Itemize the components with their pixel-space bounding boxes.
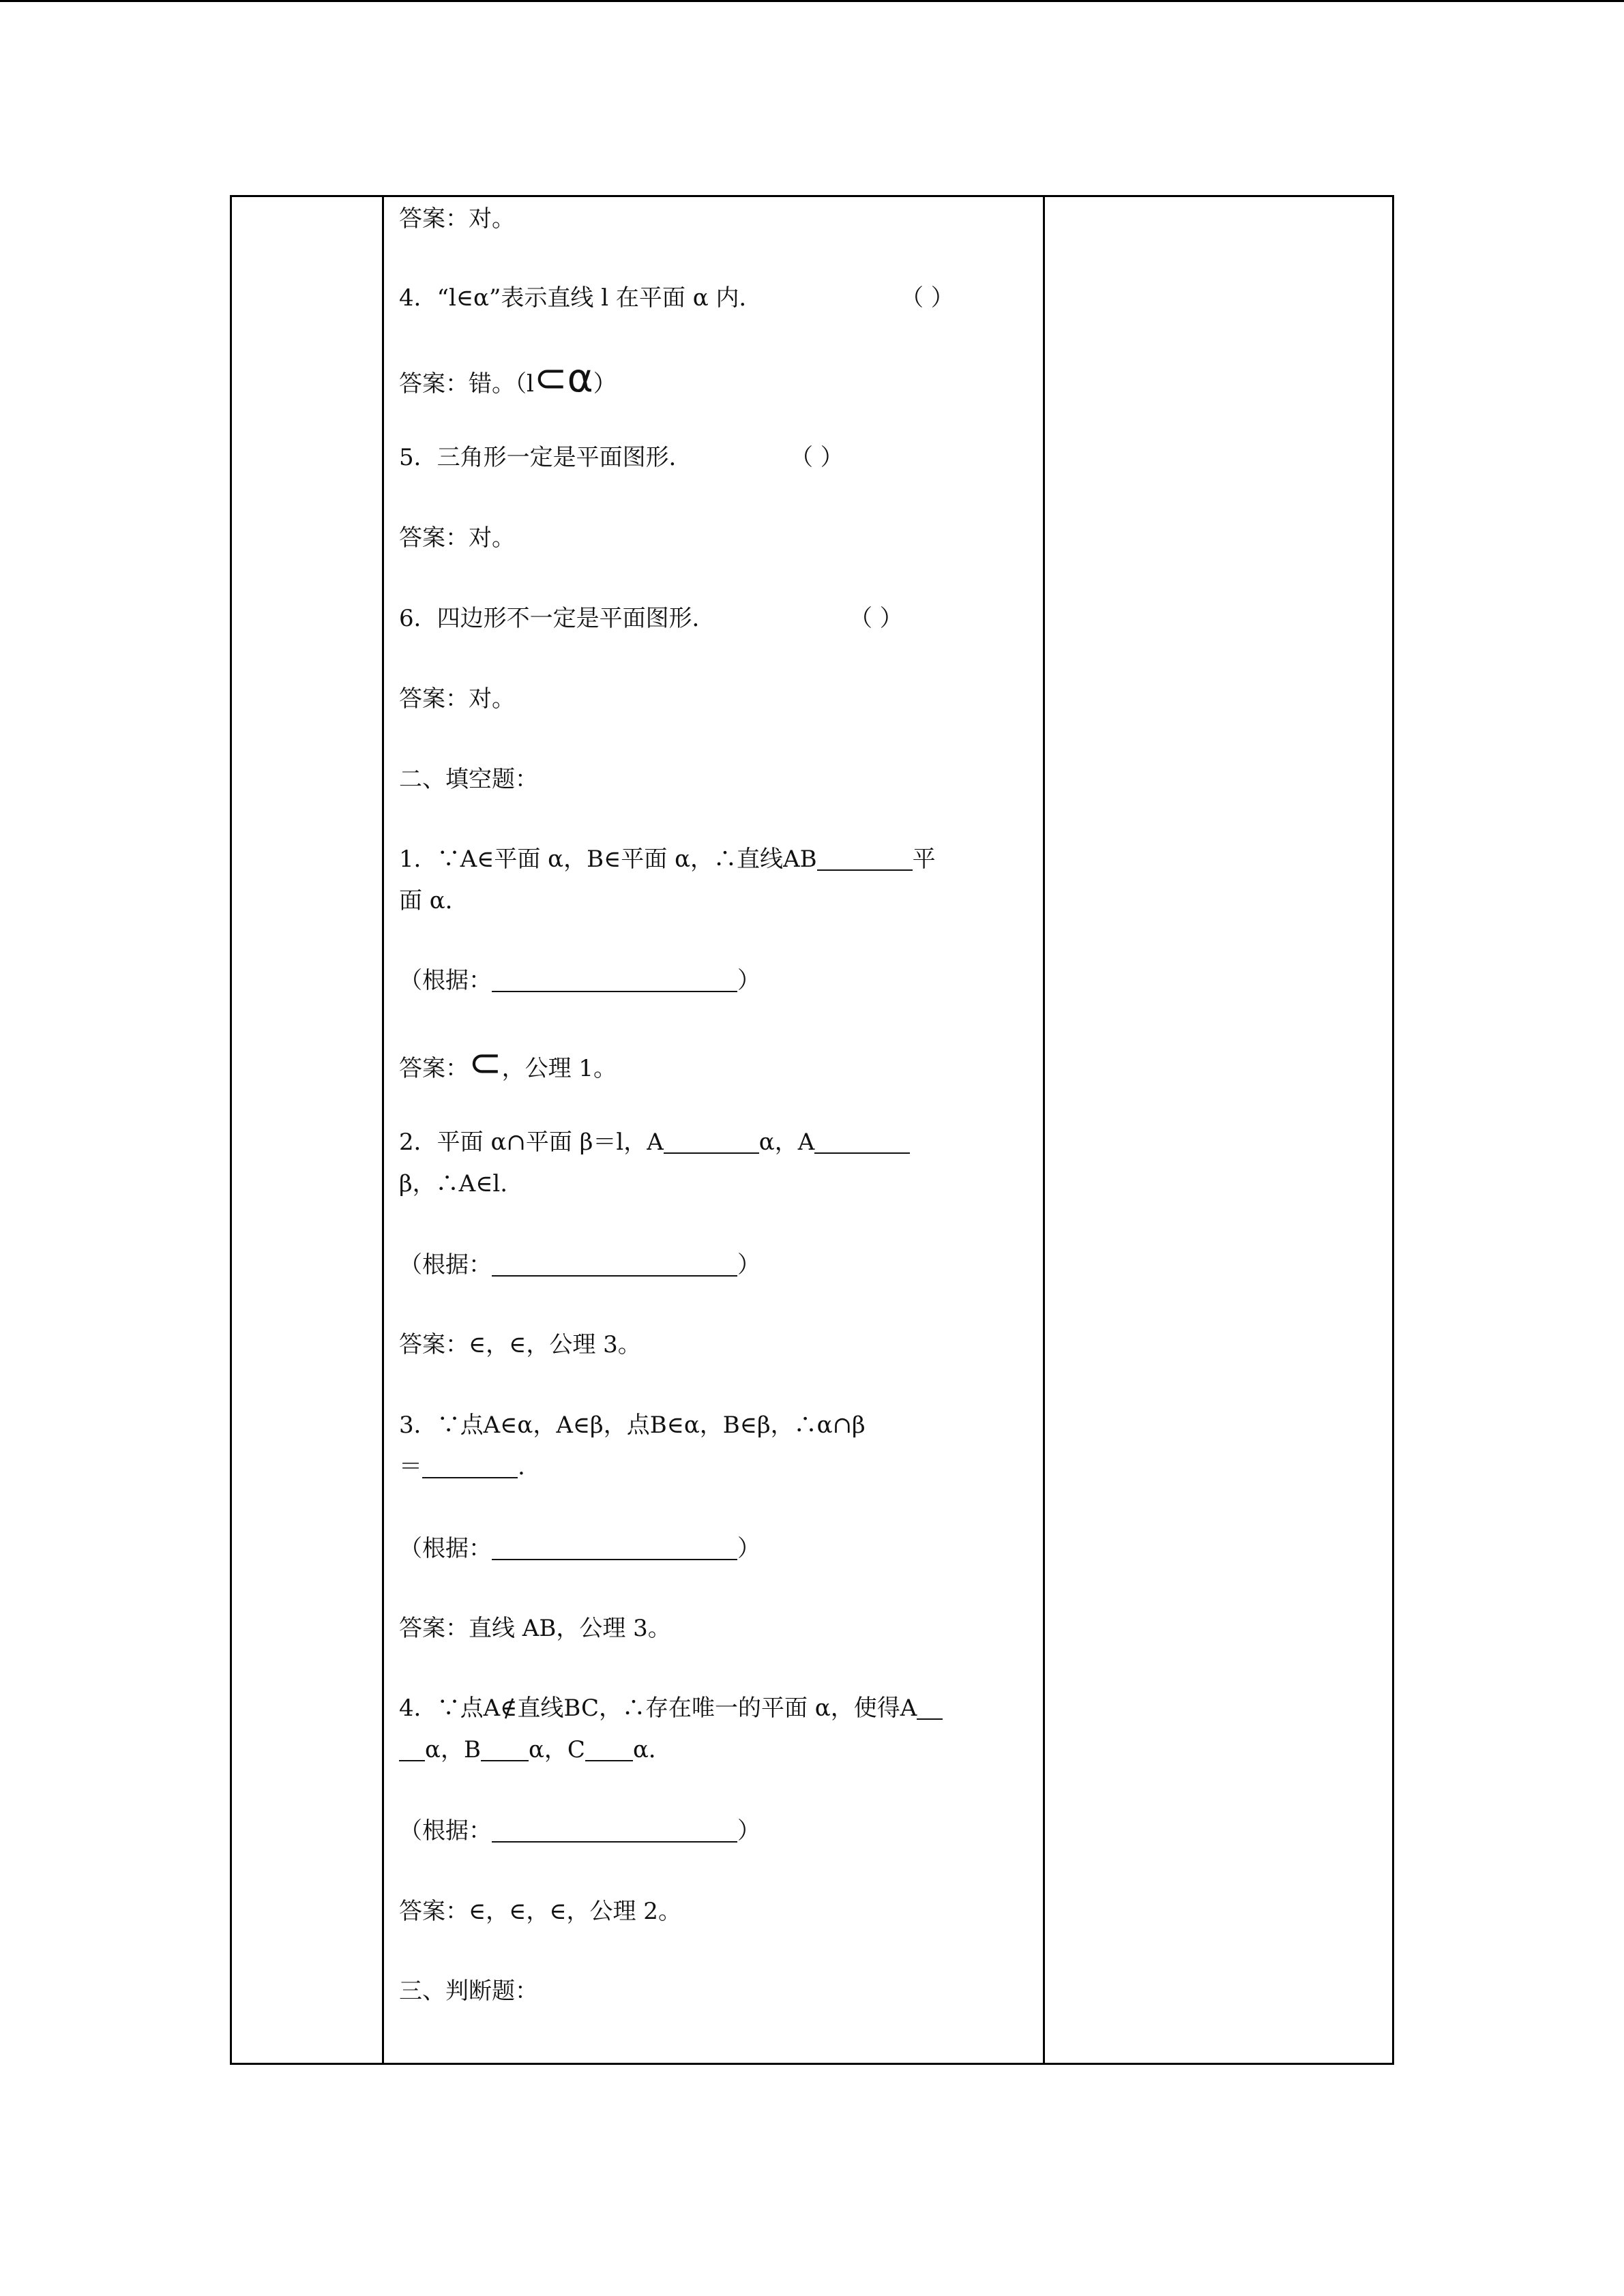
fill-blank	[399, 1740, 425, 1761]
answer-line: 答案：对。	[399, 524, 515, 552]
answer-line: 答案：对。	[399, 685, 515, 713]
question-line: 5．三角形一定是平面图形． （ ）	[399, 444, 844, 471]
fill-blank	[917, 1698, 943, 1720]
question-line-continued: ＝ .	[399, 1453, 525, 1480]
question-line-continued: 面 α．	[399, 887, 469, 914]
fill-blank	[492, 970, 737, 992]
fill-blank	[492, 1538, 737, 1560]
lesson-table	[230, 195, 1394, 2065]
fill-blank	[492, 1255, 737, 1277]
answer-line: 答案：对。	[399, 205, 515, 233]
basis-line: （根据： ）	[399, 1251, 761, 1279]
answer-line: 答案：直线 AB，公理 3。	[399, 1615, 671, 1642]
question-line: 3．∵点A∈α，A∈β，点B∈α，B∈β，∴α∩β	[399, 1412, 866, 1439]
section-heading: 二、填空题：	[399, 766, 538, 793]
answer-line: 答案：⊂，公理 1。	[399, 1039, 617, 1086]
judgement-parentheses: （ ）	[849, 605, 903, 632]
column-divider-left	[382, 197, 384, 2063]
fill-blank	[585, 1740, 633, 1761]
fill-blank	[481, 1740, 529, 1761]
question-line: 1．∵A∈平面 α，B∈平面 α，∴直线AB 平	[399, 846, 936, 873]
subset-alpha-symbol: ⊂α	[533, 355, 593, 401]
question-line: 4．“l∈α”表示直线 l 在平面 α 内． （ ）	[399, 284, 954, 312]
page-top-rule	[0, 0, 1624, 2]
question-line-continued: α，B α，C α．	[399, 1736, 672, 1763]
answer-line: 答案：∈，∈，∈，公理 2。	[399, 1898, 681, 1925]
fill-blank	[492, 1821, 737, 1843]
question-line: 6．四边形不一定是平面图形． （ ）	[399, 605, 903, 632]
question-line-continued: β，∴A∈l.	[399, 1170, 508, 1197]
fill-blank	[422, 1457, 518, 1478]
fill-blank	[664, 1132, 759, 1154]
judgement-parentheses: （ ）	[790, 444, 844, 471]
subset-symbol: ⊂	[469, 1039, 502, 1086]
section-heading: 三、判断题：	[399, 1978, 538, 2005]
content-column	[399, 197, 1033, 2063]
column-divider-right	[1043, 197, 1045, 2063]
basis-line: （根据： ）	[399, 967, 761, 994]
basis-line: （根据： ）	[399, 1535, 761, 1562]
answer-line: 答案：∈，∈，公理 3。	[399, 1331, 641, 1358]
judgement-parentheses: （ ）	[900, 284, 954, 312]
question-line: 4．∵点A∉直线BC，∴存在唯一的平面 α，使得A	[399, 1695, 943, 1722]
basis-line: （根据： ）	[399, 1817, 761, 1845]
fill-blank	[817, 849, 913, 871]
answer-line: 答案：错。（l⊂α）	[399, 355, 617, 401]
question-line: 2．平面 α∩平面 β＝l，A α，A	[399, 1129, 910, 1156]
fill-blank	[814, 1132, 910, 1154]
